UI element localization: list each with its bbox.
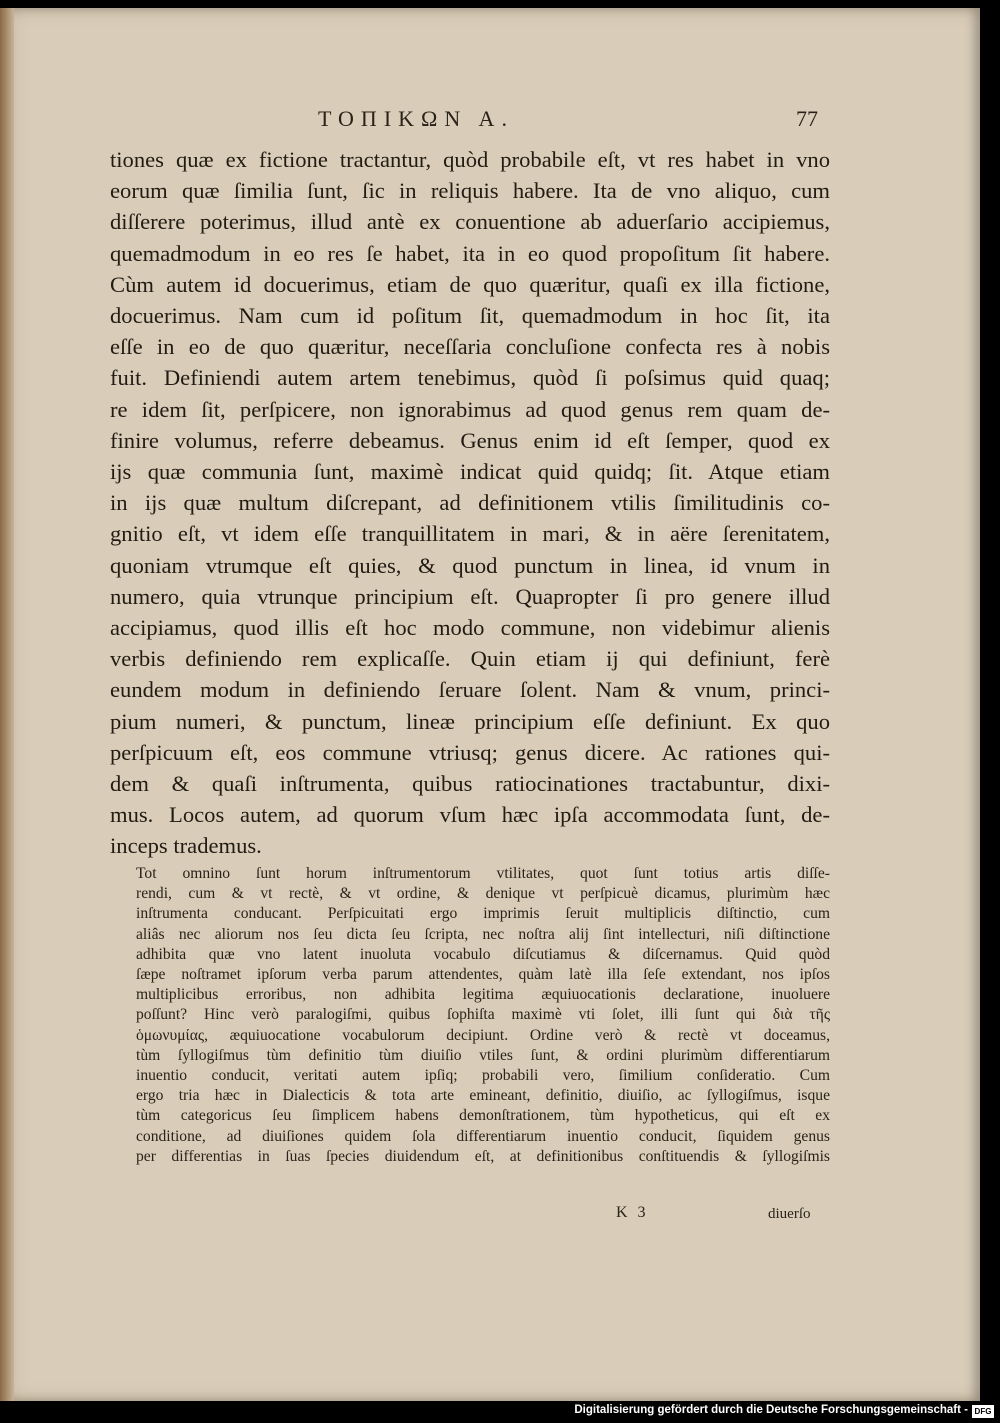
main-text-line: ijs quæ communia ſunt, maximè indicat quid quidq; ſit. Atque etiam: [110, 459, 830, 485]
main-text-line: in ijs quæ multum diſcrepant, ad definitionem vtilis ſimilitudinis co-: [110, 490, 830, 516]
main-text-line: fuit. Definiendi autem artem tenebimus, quòd ſi poſsimus quid quaq;: [110, 365, 830, 391]
main-text-line: gnitio eſt, vt idem eſſe tranquillitatem in mari, & in aëre ſerenitatem,: [110, 521, 830, 547]
commentary-line: Tot omnino ſunt horum inſtrumentorum vtilitates, quot ſunt totius artis diſſe-: [136, 865, 830, 882]
main-text-line: pium numeri, & punctum, lineæ principium eſſe definiunt. Ex quo: [110, 708, 830, 734]
main-text-block: [110, 144, 830, 862]
funding-notice: Digitalisierung gefördert durch die Deutsche Forschungsgemeinschaft -: [574, 1404, 968, 1416]
page-header: [0, 106, 980, 140]
main-text-line: diſſerere poterimus, illud antè ex conuentione ab aduerſario accipiemus,: [110, 209, 830, 235]
main-text-line: perſpicuum eſt, eos commune vtriusq; genus dicere. Ac rationes qui-: [110, 739, 830, 765]
commentary-line: ſæpe noſtramet ipſorum verba parum attendentes, quàm latè illa ſeſe extendant, nos ipſos: [136, 966, 830, 984]
commentary-line: inuentio conducit, veritati autem ipſiq; probabili vero, ſimilium conſideratio. Cum: [136, 1067, 830, 1085]
main-text-line: tiones quæ ex fictione tractantur, quòd probabile eſt, vt res habet in vno: [110, 147, 830, 172]
commentary-block: [136, 864, 830, 1167]
commentary-line: per differentias in ſuas ſpecies diuidendum eſt, at definitionibus conſtituendis & ſyllogiſmis: [136, 1147, 830, 1165]
signature-mark: K 3: [616, 1204, 649, 1221]
commentary-line: tùm categoricus ſeu ſimplicem habens demonſtrationem, tùm hypotheticus, qui eſt ex: [136, 1107, 830, 1125]
commentary-line: conditione, ad diuiſiones quidem ſola differentiarum inuentio conducit, ſiquidem genus: [136, 1127, 830, 1145]
dfg-logo: DFG: [972, 1405, 994, 1418]
commentary-line: adhibita quæ vno latent inuoluta vocabulo diſcutiamus & diſcernamus. Quid quòd: [136, 945, 830, 963]
main-text-line: quoniam vtrumque eſt quies, & quod punctum in linea, id vnum in: [110, 552, 830, 578]
main-text-line: eſſe in eo de quo quæritur, neceſſaria concluſione confecta res à nobis: [110, 334, 830, 360]
main-text-line: Cùm autem id docuerimus, etiam de quo quæritur, quaſi ex illa fictione,: [110, 271, 830, 297]
main-text-line: verbis definiendo rem explicaſſe. Quin etiam ij qui definiunt, ferè: [110, 646, 830, 672]
commentary-line: ὁμωνυμίας, æquiuocatione vocabulorum decipiunt. Ordine verò & rectè vt doceamus,: [136, 1026, 830, 1044]
commentary-line: multiplicibus erroribus, non adhibita legitima æquiuocationis declaratione, inuoluere: [136, 986, 830, 1004]
main-text-line: eorum quæ ſimilia ſunt, ſic in reliquis habere. Ita de vno aliquo, cum: [110, 178, 830, 204]
main-text-line: inceps trademus.: [110, 833, 262, 859]
commentary-line: aliâs nec aliorum nos ſeu dicta ſeu ſcripta, nec noſtra alij ſint intellecturi, niſi diſtinctione: [136, 925, 830, 943]
main-text-line: quemadmodum in eo res ſe habet, ita in eo quod propoſitum ſit habere.: [110, 240, 830, 266]
commentary-line: rendi, cum & vt rectè, & vt ordine, & denique vt perſpicuè dicamus, plurimùm hæc: [136, 885, 830, 903]
main-text-line: docuerimus. Nam cum id poſitum ſit, quemadmodum in hoc ſit, ita: [110, 303, 830, 329]
page-binding-edge: [0, 8, 14, 1401]
running-title: ΤΟΠΙΚΩΝ Α.: [318, 106, 514, 131]
footer-bar: [0, 1401, 1000, 1423]
page-number: 77: [796, 106, 818, 131]
main-text-line: mus. Locos autem, ad quorum vſum hæc ipſa accommodata ſunt, de-: [110, 802, 830, 828]
commentary-line: inſtrumenta conducant. Perſpicuitati ergo imprimis ſeruit multiplicis diſtinctio, cum: [136, 905, 830, 923]
main-text-line: dem & quaſi inſtrumenta, quibus ratiocinationes tractabuntur, dixi-: [110, 771, 830, 797]
main-text-line: accipiamus, quod illis eſt hoc modo commune, non videbimur alienis: [110, 615, 830, 641]
main-text-line: finire volumus, referre debeamus. Genus enim id eſt ſemper, quod ex: [110, 427, 830, 453]
main-text-line: re idem ſit, perſpicere, non ignorabimus ad quod genus rem quam de-: [110, 396, 830, 422]
catchword: diuerſo: [768, 1206, 811, 1222]
main-text-line: numero, quia vtrunque principium eſt. Quapropter ſi pro genere illud: [110, 583, 830, 609]
commentary-line: ergo tria hæc in Dialecticis & tota arte emineant, definitio, diuiſio, ac ſyllogiſmus, isque: [136, 1087, 830, 1105]
main-text-line: eundem modum in definiendo ſeruare ſolent. Nam & vnum, princi-: [110, 677, 830, 703]
commentary-line: poſſunt? Hinc verò paralogiſmi, quibus ſophiſta maximè vti ſolet, illi ſunt qui διὰ τῆς: [136, 1006, 830, 1024]
commentary-line: tùm ſyllogiſmus tùm definitio tùm diuiſio vtiles ſunt, & ordini plurimùm differentiarum: [136, 1046, 830, 1064]
